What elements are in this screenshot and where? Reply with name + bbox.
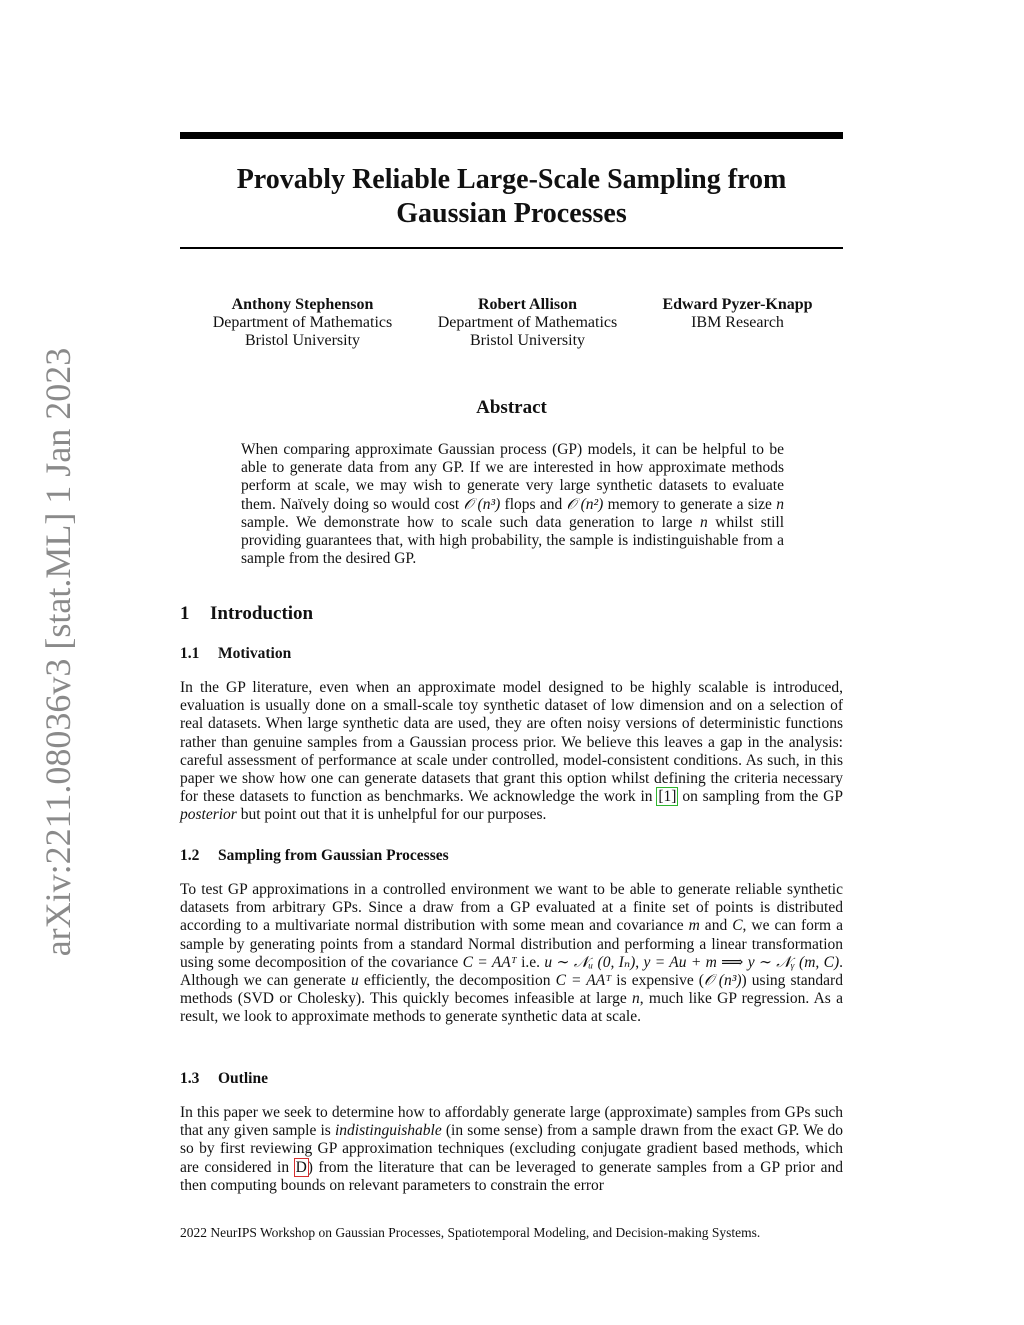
- math-equation: C = AAᵀ: [462, 953, 517, 971]
- section-number: 1.1: [180, 645, 200, 662]
- sampling-paragraph: [180, 881, 843, 1027]
- math-memory-cost: 𝒪 (n²): [566, 495, 604, 513]
- section-heading-introduction: [180, 603, 313, 625]
- author-department: Department of Mathematics: [437, 314, 618, 331]
- paragraph-text: ) from the literature that can be leveraged to generate samples from a GP prior and then computing bounds on relevant parameters to constrain the error: [180, 1158, 843, 1194]
- paragraph-text: . Although we can generate: [180, 953, 844, 990]
- paragraph-text: and: [699, 917, 733, 935]
- math-equation: u ∼ 𝒩ᵤ (0, Iₙ): [544, 953, 636, 971]
- math-m: m: [688, 917, 700, 935]
- math-u: u: [350, 972, 359, 990]
- author-block: [200, 296, 405, 350]
- author-block: [640, 296, 835, 332]
- arxiv-identifier: arXiv:2211.08036v3 [stat.ML] 1 Jan 2023: [38, 347, 78, 957]
- paragraph-text: , much like GP regression. As a result, we look to approximate methods to generate synthetic data at scale.: [180, 990, 843, 1026]
- paragraph-text: i.e.: [516, 953, 545, 971]
- abstract-text: whilst still providing guarantees that, with high probability, the sample is indistinguishable from a sample from the desired GP.: [241, 513, 785, 568]
- citation-link[interactable]: [1]: [658, 788, 677, 806]
- subsection-heading-sampling: [180, 847, 449, 865]
- emphasis-text: indistinguishable: [334, 1122, 442, 1140]
- author-name: Robert Allison: [477, 296, 578, 313]
- math-n: n: [699, 513, 708, 531]
- paragraph-text: ,: [635, 953, 644, 971]
- motivation-paragraph: [180, 679, 843, 825]
- title-rule-bottom: [180, 247, 843, 249]
- math-flops-cost: 𝒪 (n³): [463, 495, 501, 513]
- abstract-text: sample. We demonstrate how to scale such data generation to large: [241, 513, 700, 531]
- title-line-1: Provably Reliable Large-Scale Sampling from: [236, 164, 787, 195]
- appendix-link[interactable]: D: [295, 1158, 307, 1176]
- subsection-heading-motivation: [180, 645, 291, 663]
- author-name: Edward Pyzer-Knapp: [662, 296, 813, 313]
- subsection-heading-outline: [180, 1070, 268, 1088]
- author-organization: IBM Research: [691, 314, 784, 331]
- math-n: n: [632, 990, 640, 1008]
- author-organization: Bristol University: [469, 332, 586, 349]
- section-number: 1.2: [180, 847, 200, 864]
- section-title: Sampling from Gaussian Processes: [218, 847, 449, 864]
- emphasis-text: posterior: [180, 806, 237, 824]
- math-equation: 𝒪 (n³): [703, 972, 742, 990]
- section-title: Motivation: [218, 645, 292, 662]
- abstract-text: flops and: [500, 495, 567, 513]
- title-rule-top: [180, 132, 843, 139]
- author-organization: Bristol University: [244, 332, 361, 349]
- section-number: 1: [180, 603, 190, 624]
- abstract-text: memory to generate a size: [603, 495, 777, 513]
- section-title: Outline: [218, 1070, 268, 1087]
- author-name: Anthony Stephenson: [231, 296, 374, 313]
- paper-title: [180, 163, 843, 231]
- venue-footnote: 2022 NeurIPS Workshop on Gaussian Processes, Spatiotemporal Modeling, and Decision-making Systems.: [180, 1225, 761, 1240]
- paragraph-text: on sampling from the GP: [677, 788, 843, 806]
- abstract-text: When comparing approximate Gaussian process (GP) models, it can be helpful to be able to generate data from any GP. If we are interested in how approximate methods perform at scale, we may wish to generate very large synthetic datasets to evaluate them. Naïvely doing so would cost: [241, 441, 784, 513]
- paragraph-text: In this paper we seek to determine how to affordably generate large (approximate) samples from GPs such that any given sample is: [180, 1104, 843, 1140]
- paragraph-text: efficiently, the decomposition: [358, 972, 556, 990]
- abstract-heading: Abstract: [476, 397, 547, 418]
- paragraph-text: (in some sense) from a sample drawn from the exact GP. We do so by first reviewing GP approximation techniques (excluding conjugate gradient based methods, which are considered in: [180, 1122, 843, 1176]
- author-block: [425, 296, 630, 350]
- math-C: C: [732, 917, 743, 935]
- paragraph-text: ) using standard methods (SVD or Cholesky). This quickly becomes infeasible at large: [180, 972, 843, 1008]
- title-line-2: Gaussian Processes: [396, 198, 627, 229]
- paragraph-text: is expensive (: [611, 972, 704, 990]
- paragraph-text: To test GP approximations in a controlled environment we want to be able to generate reliable synthetic datasets from arbitrary GPs. Since a draw from a GP evaluated at a finite set of points is distributed according to a multivariate normal distribution with some mean and covariance: [180, 881, 843, 935]
- paragraph-text: but point out that it is unhelpful for our purposes.: [236, 806, 547, 824]
- section-number: 1.3: [180, 1070, 200, 1087]
- section-title: Introduction: [210, 603, 314, 624]
- math-equation: C = AAᵀ: [555, 972, 612, 990]
- author-department: Department of Mathematics: [212, 314, 393, 331]
- abstract-body: [241, 441, 784, 568]
- paragraph-text: , we can form a sample by generating points from a standard Normal distribution and performing a linear transformation using some decomposition of the covariance: [180, 917, 843, 971]
- math-equation: y = Au + m ⟹ y ∼ 𝒩ᵧ (m, C): [643, 953, 840, 971]
- math-n: n: [776, 495, 784, 513]
- paragraph-text: In the GP literature, even when an approximate model designed to be highly scalable is introduced, evaluation is usually done on a small-scale toy synthetic dataset of low dimension and on a selection of real datasets. When large synthetic data are used, they are often noisy versions of deterministic functions rather than genuine samples from a Gaussian process prior. We believe this leaves a gap in the analysis: careful assessment of performance at scale under controlled, model-consistent conditions. As such, in this paper we show how one can generate datasets that grant this option whilst defining the criteria necessary for these datasets to function as benchmarks. We acknowledge the work in: [180, 679, 843, 806]
- outline-paragraph: [180, 1104, 843, 1195]
